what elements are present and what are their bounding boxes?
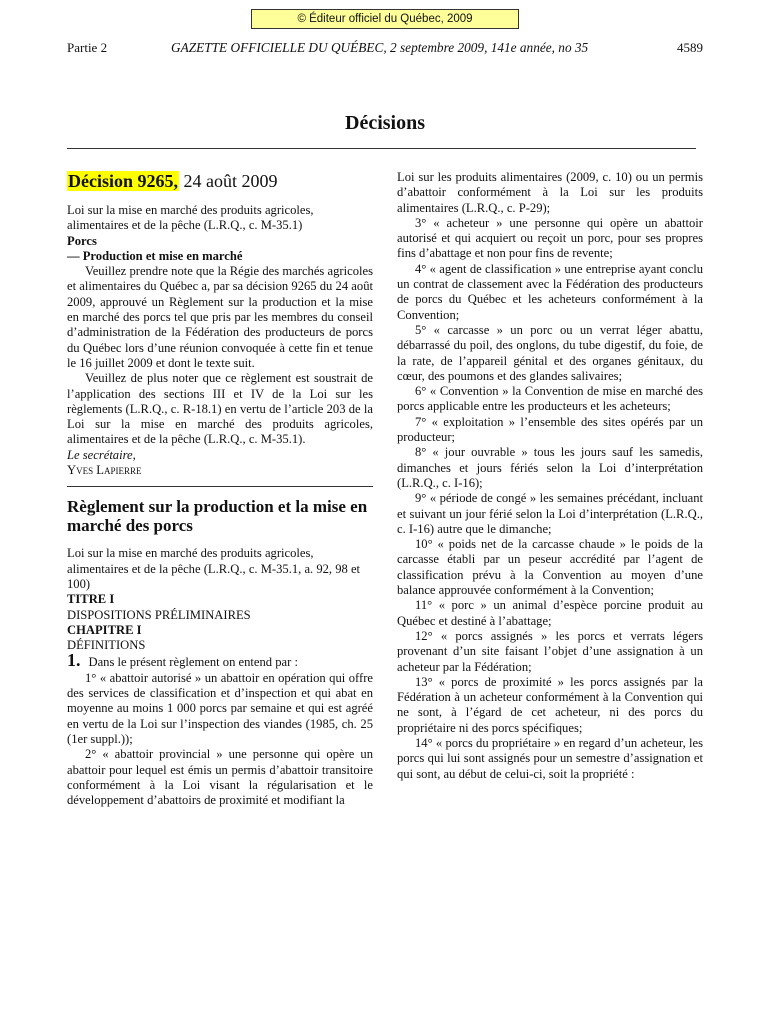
definition-item: 2° « abattoir provincial » une personne qui opère un abattoir pour lequel est émis un permis d’abattoir transitoire conformément à la Loi visant la régularisation et le développement d’abattoirs de proximité et modifiant la	[67, 747, 373, 808]
decision-label: Décision 9265,	[68, 171, 178, 191]
article-1	[67, 650, 373, 671]
definition-item: 3° « acheteur » une personne qui opère un abattoir autorisé et qui acquiert ou reçoit un porc, pour ses propres fins d’abattage et non pour fins de revente;	[397, 215, 703, 261]
signature-divider	[67, 486, 373, 487]
article-intro: Dans le présent règlement on entend par :	[88, 655, 298, 670]
left-column	[67, 170, 373, 808]
definition-item: 12° « porcs assignés » les porcs et verrats légers provenant d’un site faisant l’objet d’une assignation à un acheteur par la Fédération;	[397, 628, 703, 674]
subject-line: Porcs	[67, 233, 97, 248]
definition-item: 7° « exploitation » l’ensemble des sites opérés par un producteur;	[397, 414, 703, 445]
right-column	[397, 170, 703, 782]
signature-name: Yves Lapierre	[67, 463, 142, 478]
page-number: 4589	[677, 40, 703, 55]
titre-label: TITRE I	[67, 592, 115, 607]
definition-item: 9° « période de congé » les semaines précédant, incluant et suivant un jour férié selon la Loi d’interprétation (L.R.Q., c. I-16) autre que le dimanche;	[397, 491, 703, 536]
decision-paragraph: Veuillez de plus noter que ce règlement est soustrait de l’application des sections III et IV de la Loi sur les règlements (L.R.Q., c. R-18.1) en vertu de l’article 203 de la Loi sur la mise en marché des produits agricoles, alimentaires et de la pêche (L.R.Q., c. M-35.1).	[67, 371, 373, 447]
definition-item: 11° « porc » un animal d’espèce porcine produit au Québec et destiné à l’abattage;	[397, 598, 703, 628]
chapitre-name: DÉFINITIONS	[67, 638, 146, 653]
definition-item: 13° « porcs de proximité » les porcs assignés par la Fédération à un acheteur conformément à la Convention qui ne sont, à l’égard de cet acheteur, ni des porcs du propriétaire ni des porcs spécifiques;	[397, 674, 703, 735]
law-reference: Loi sur la mise en marché des produits agricoles, alimentaires et de la pêche (L.R.Q., c. M-35.1)	[67, 203, 314, 233]
part-label: Partie 2	[67, 40, 108, 55]
regulation-law-reference: Loi sur la mise en marché des produits agricoles, alimentaires et de la pêche (L.R.Q., c. M-35.1, a. 92, 98 et 100)	[67, 546, 361, 591]
definition-item: 5° « carcasse » un porc ou un verrat léger abattu, débarrassé du poil, des onglons, du tube digestif, du foie, de la rate, de l’appareil génital et des organes génitaux, du cœur, des poumons et des glandes salivaires;	[397, 322, 703, 383]
regulation-title: Règlement sur la production et la mise en marché des porcs	[67, 497, 368, 536]
definition-item: 10° « poids net de la carcasse chaude » le poids de la carcasse établi par un peseur accrédité par l’agent de classification prévu à la Convention au moyen d’une balance approuvée conformément à la Convention;	[397, 537, 703, 598]
chapitre-label: CHAPITRE I	[67, 622, 142, 637]
definition-item: 6° « Convention » la Convention de mise en marché des porcs applicable entre les producteurs et les acheteurs;	[397, 384, 703, 414]
article-number: 1.	[67, 650, 81, 671]
section-divider	[67, 148, 696, 149]
decision-heading	[67, 170, 373, 192]
signature-role: Le secrétaire,	[67, 447, 136, 462]
definition-item: 4° « agent de classification » une entreprise ayant conclu un contrat de classement avec la Fédération des producteurs de porcs du Québec et les acheteurs conformément à la Convention;	[397, 261, 703, 322]
decision-date: 24 août 2009	[179, 171, 278, 191]
section-title: Décisions	[345, 112, 425, 134]
definition-item: 14° « porcs du propriétaire » en regard d’un acheteur, les porcs qui lui sont assignés pour un semestre d’assignation et qui sont, au début de celui-ci, soit la propriété :	[397, 735, 703, 781]
subject-subline: — Production et mise en marché	[67, 248, 243, 263]
running-header	[67, 40, 703, 60]
titre-name: DISPOSITIONS PRÉLIMINAIRES	[67, 607, 251, 622]
decision-paragraph: Veuillez prendre note que la Régie des marchés agricoles et alimentaires du Québec a, par sa décision 9265 du 24 août 2009, approuvé un Règlement sur la production et la mise en marché des porcs tel que pris par les membres du conseil d’administration de la Fédération des producteurs de porcs du Québec lors d’une réunion convoquée à cette fin et tenue le 16 juillet 2009 et dont le texte suit.	[67, 264, 373, 370]
copyright-notice: © Éditeur officiel du Québec, 2009	[251, 9, 519, 29]
definition-item: 8° « jour ouvrable » tous les jours sauf les samedis, dimanches et jours fériés selon la Loi d’interprétation (L.R.Q., c. I-16);	[397, 445, 703, 490]
definition-continuation: Loi sur les produits alimentaires (2009, c. 10) ou un permis d’abattoir conformément à la Loi sur les produits alimentaires (L.R.Q., c. P-29);	[397, 170, 703, 215]
gazette-title: GAZETTE OFFICIELLE DU QUÉBEC, 2 septembre 2009, 141e année, no 35	[171, 40, 589, 55]
definition-item: 1° « abattoir autorisé » un abattoir en opération qui offre des services de classification et d’inspection et qui abat en moyenne au moins 1 000 porcs par semaine et qui est agréé en vertu de la Loi sur l’inspection des viandes (1985, ch. 25 (1er suppl.));	[67, 670, 373, 746]
